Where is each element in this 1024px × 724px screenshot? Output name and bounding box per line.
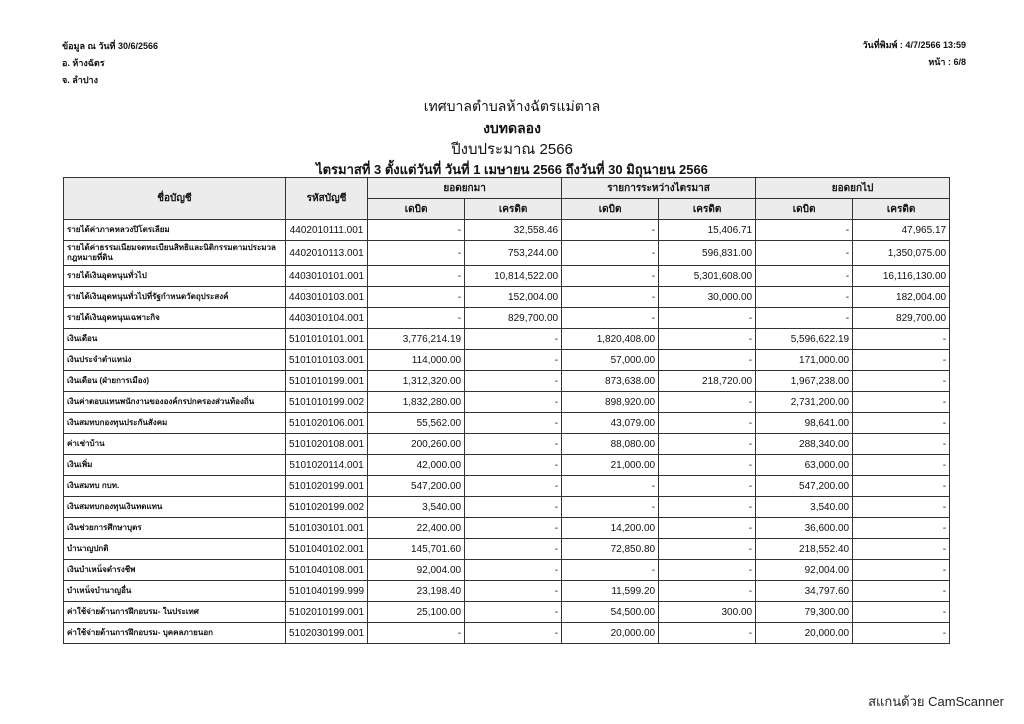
cell-name: เงินประจำตำแหน่ง (64, 350, 286, 371)
cell-name: เงินเดือน (ฝ่ายการเมือง) (64, 371, 286, 392)
cell-q-cr: 218,720.00 (659, 371, 756, 392)
cell-cf-dr: - (756, 266, 853, 287)
cell-cf-cr: - (853, 350, 950, 371)
cell-cf-dr: 20,000.00 (756, 623, 853, 644)
cell-bf-cr: - (465, 602, 562, 623)
table-row (64, 371, 950, 392)
cell-q-dr: 1,820,408.00 (562, 329, 659, 350)
cell-bf-cr: - (465, 476, 562, 497)
cell-bf-cr: - (465, 581, 562, 602)
cell-bf-dr: 1,832,280.00 (368, 392, 465, 413)
cell-q-dr: 72,850.80 (562, 539, 659, 560)
cell-code: 5101010103.001 (286, 350, 368, 371)
cell-name: รายได้เงินอุดหนุนทั่วไปที่รัฐกำหนดวัตถุประสงค์ (64, 287, 286, 308)
cell-cf-dr: - (756, 220, 853, 241)
cell-bf-cr: 32,558.46 (465, 220, 562, 241)
table-row (64, 497, 950, 518)
report-meta-right (863, 37, 967, 71)
cell-q-cr: - (659, 539, 756, 560)
header-brought-forward: ยอดยกมา (368, 178, 562, 199)
report-meta-left (62, 38, 158, 89)
cell-bf-cr: - (465, 329, 562, 350)
header-carried-forward: ยอดยกไป (756, 178, 950, 199)
cell-cf-cr: - (853, 539, 950, 560)
cell-bf-cr: - (465, 413, 562, 434)
cell-bf-dr: 42,000.00 (368, 455, 465, 476)
cell-q-dr: 20,000.00 (562, 623, 659, 644)
cell-name: ค่าใช้จ่ายด้านการฝึกอบรม- ในประเทศ (64, 602, 286, 623)
cell-q-dr: 14,200.00 (562, 518, 659, 539)
cell-code: 5102030199.001 (286, 623, 368, 644)
table-row (64, 581, 950, 602)
cell-q-cr: - (659, 350, 756, 371)
table-row (64, 602, 950, 623)
cell-bf-cr: 152,004.00 (465, 287, 562, 308)
cell-bf-cr: - (465, 371, 562, 392)
cell-q-cr: - (659, 581, 756, 602)
cell-cf-dr: - (756, 287, 853, 308)
table-row (64, 434, 950, 455)
trial-balance-table (63, 177, 950, 644)
cell-bf-cr: - (465, 560, 562, 581)
cell-cf-dr: 98,641.00 (756, 413, 853, 434)
cell-q-cr: - (659, 329, 756, 350)
cell-q-dr: - (562, 241, 659, 266)
table-row (64, 518, 950, 539)
cell-q-dr: - (562, 560, 659, 581)
cell-bf-dr: 23,198.40 (368, 581, 465, 602)
cell-bf-cr: - (465, 518, 562, 539)
cell-q-dr: - (562, 220, 659, 241)
cell-cf-cr: - (853, 602, 950, 623)
cell-cf-dr: 2,731,200.00 (756, 392, 853, 413)
cell-cf-dr: 1,967,238.00 (756, 371, 853, 392)
cell-code: 4403010101.001 (286, 266, 368, 287)
cell-bf-dr: 22,400.00 (368, 518, 465, 539)
cell-cf-dr: 218,552.40 (756, 539, 853, 560)
cell-cf-dr: - (756, 241, 853, 266)
cell-cf-dr: - (756, 308, 853, 329)
cell-name: รายได้ค่าธรรมเนียมจดทะเบียนสิทธิและนิติกรรมตามประมวลกฎหมายที่ดิน (64, 241, 286, 266)
cell-q-dr: 43,079.00 (562, 413, 659, 434)
province: จ. ลำปาง (62, 75, 99, 85)
cell-bf-dr: 92,004.00 (368, 560, 465, 581)
cell-bf-dr: 3,540.00 (368, 497, 465, 518)
cell-name: เงินบำเหน็จดำรงชีพ (64, 560, 286, 581)
cell-cf-dr: 288,340.00 (756, 434, 853, 455)
cell-q-cr: 15,406.71 (659, 220, 756, 241)
table-row (64, 623, 950, 644)
cell-bf-cr: - (465, 350, 562, 371)
table-row (64, 287, 950, 308)
table-row (64, 455, 950, 476)
cell-q-cr: - (659, 560, 756, 581)
report-titles (0, 95, 1024, 179)
cell-code: 4402010113.001 (286, 241, 368, 266)
cell-bf-cr: 753,244.00 (465, 241, 562, 266)
cell-bf-cr: - (465, 434, 562, 455)
page-number: หน้า : 6/8 (928, 57, 966, 67)
cell-q-dr: - (562, 287, 659, 308)
cell-q-dr: 873,638.00 (562, 371, 659, 392)
cell-bf-dr: 25,100.00 (368, 602, 465, 623)
cell-cf-cr: - (853, 434, 950, 455)
cell-cf-cr: 182,004.00 (853, 287, 950, 308)
header-credit: เครดิต (465, 199, 562, 220)
cell-bf-dr: 547,200.00 (368, 476, 465, 497)
cell-bf-dr: 1,312,320.00 (368, 371, 465, 392)
header-credit: เครดิต (853, 199, 950, 220)
cell-cf-cr: 1,350,075.00 (853, 241, 950, 266)
cell-bf-cr: 829,700.00 (465, 308, 562, 329)
cell-name: ค่าเช่าบ้าน (64, 434, 286, 455)
cell-code: 5101020106.001 (286, 413, 368, 434)
district: อ. ห้างฉัตร (62, 58, 105, 68)
cell-bf-cr: - (465, 455, 562, 476)
cell-bf-dr: 3,776,214.19 (368, 329, 465, 350)
cell-code: 5102010199.001 (286, 602, 368, 623)
cell-bf-cr: - (465, 497, 562, 518)
cell-cf-cr: - (853, 518, 950, 539)
cell-bf-dr: 55,562.00 (368, 413, 465, 434)
table-row (64, 220, 950, 241)
fiscal-year: ปีงบประมาณ 2566 (451, 141, 573, 158)
cell-code: 5101010199.002 (286, 392, 368, 413)
cell-name: เงินสมทบกองทุนเงินทดแทน (64, 497, 286, 518)
cell-q-dr: 88,080.00 (562, 434, 659, 455)
cell-name: เงินช่วยการศึกษาบุตร (64, 518, 286, 539)
cell-q-cr: - (659, 455, 756, 476)
cell-code: 5101030101.001 (286, 518, 368, 539)
cell-bf-dr: - (368, 308, 465, 329)
cell-cf-cr: - (853, 413, 950, 434)
cell-cf-cr: - (853, 455, 950, 476)
cell-bf-dr: - (368, 220, 465, 241)
cell-name: รายได้ค่าภาคหลวงปิโตรเลียม (64, 220, 286, 241)
cell-q-cr: 596,831.00 (659, 241, 756, 266)
cell-code: 5101040108.001 (286, 560, 368, 581)
cell-code: 4403010103.001 (286, 287, 368, 308)
report-title: งบทดลอง (483, 120, 541, 136)
cell-cf-dr: 36,600.00 (756, 518, 853, 539)
cell-code: 5101020199.001 (286, 476, 368, 497)
table-row (64, 266, 950, 287)
table-row (64, 241, 950, 266)
header-debit: เดบิต (756, 199, 853, 220)
cell-cf-cr: - (853, 371, 950, 392)
cell-cf-cr: - (853, 497, 950, 518)
cell-bf-cr: - (465, 623, 562, 644)
header-debit: เดบิต (368, 199, 465, 220)
cell-name: บำนาญปกติ (64, 539, 286, 560)
cell-code: 4403010104.001 (286, 308, 368, 329)
cell-q-cr: - (659, 392, 756, 413)
cell-q-dr: - (562, 476, 659, 497)
table-row (64, 308, 950, 329)
cell-cf-dr: 3,540.00 (756, 497, 853, 518)
cell-name: เงินค่าตอบแทนพนักงานขององค์กรปกครองส่วนท้องถิ่น (64, 392, 286, 413)
cell-q-cr: - (659, 434, 756, 455)
header-during-quarter: รายการระหว่างไตรมาส (562, 178, 756, 199)
cell-code: 5101040102.001 (286, 539, 368, 560)
cell-bf-dr: - (368, 623, 465, 644)
cell-cf-cr: - (853, 476, 950, 497)
cell-q-cr: - (659, 518, 756, 539)
cell-bf-dr: - (368, 241, 465, 266)
cell-cf-dr: 79,300.00 (756, 602, 853, 623)
table-row (64, 350, 950, 371)
cell-q-cr: - (659, 308, 756, 329)
cell-bf-dr: - (368, 266, 465, 287)
period: ไตรมาสที่ 3 ตั้งแต่วันที่ วันที่ 1 เมษายน 2566 ถึงวันที่ 30 มิถุนายน 2566 (316, 162, 708, 177)
cell-cf-dr: 547,200.00 (756, 476, 853, 497)
cell-bf-dr: 114,000.00 (368, 350, 465, 371)
cell-name: รายได้เงินอุดหนุนเฉพาะกิจ (64, 308, 286, 329)
cell-q-dr: 898,920.00 (562, 392, 659, 413)
data-date: ข้อมูล ณ วันที่ 30/6/2566 (62, 41, 159, 51)
cell-cf-cr: 829,700.00 (853, 308, 950, 329)
cell-q-cr: 30,000.00 (659, 287, 756, 308)
cell-cf-cr: 47,965.17 (853, 220, 950, 241)
cell-code: 5101040199.999 (286, 581, 368, 602)
cell-name: รายได้เงินอุดหนุนทั่วไป (64, 266, 286, 287)
cell-cf-dr: 34,797.60 (756, 581, 853, 602)
cell-bf-cr: - (465, 392, 562, 413)
header-credit: เครดิต (659, 199, 756, 220)
cell-bf-cr: - (465, 539, 562, 560)
cell-code: 5101010101.001 (286, 329, 368, 350)
cell-q-dr: - (562, 497, 659, 518)
camscanner-watermark: สแกนด้วย CamScanner (868, 694, 1004, 709)
cell-q-dr: 21,000.00 (562, 455, 659, 476)
cell-name: เงินเดือน (64, 329, 286, 350)
cell-code: 5101010199.001 (286, 371, 368, 392)
cell-cf-dr: 171,000.00 (756, 350, 853, 371)
table-row (64, 413, 950, 434)
cell-q-dr: 57,000.00 (562, 350, 659, 371)
cell-name: เงินเพิ่ม (64, 455, 286, 476)
cell-q-dr: - (562, 266, 659, 287)
cell-q-dr: 54,500.00 (562, 602, 659, 623)
cell-cf-dr: 63,000.00 (756, 455, 853, 476)
table-row (64, 476, 950, 497)
cell-cf-cr: - (853, 329, 950, 350)
cell-q-cr: 300.00 (659, 602, 756, 623)
cell-cf-cr: - (853, 623, 950, 644)
cell-cf-cr: - (853, 560, 950, 581)
cell-name: ค่าใช้จ่ายด้านการฝึกอบรม- บุคคลภายนอก (64, 623, 286, 644)
table-row (64, 539, 950, 560)
header-account-code: รหัสบัญชี (286, 178, 368, 220)
cell-q-cr: - (659, 476, 756, 497)
cell-cf-cr: 16,116,130.00 (853, 266, 950, 287)
cell-code: 5101020199.002 (286, 497, 368, 518)
cell-bf-cr: 10,814,522.00 (465, 266, 562, 287)
cell-bf-dr: - (368, 287, 465, 308)
cell-name: บำเหน็จบำนาญอื่น (64, 581, 286, 602)
cell-q-dr: 11,599.20 (562, 581, 659, 602)
cell-q-cr: - (659, 497, 756, 518)
cell-cf-cr: - (853, 392, 950, 413)
table-row (64, 329, 950, 350)
print-date: วันที่พิมพ์ : 4/7/2566 13:59 (862, 40, 966, 50)
header-account-name: ชื่อบัญชี (64, 178, 286, 220)
cell-code: 5101020108.001 (286, 434, 368, 455)
cell-cf-dr: 5,596,622.19 (756, 329, 853, 350)
org-title: เทศบาลตำบลห้างฉัตรแม่ตาล (423, 98, 601, 114)
header-debit: เดบิต (562, 199, 659, 220)
cell-bf-dr: 200,260.00 (368, 434, 465, 455)
cell-q-cr: - (659, 623, 756, 644)
cell-name: เงินสมทบ กบท. (64, 476, 286, 497)
cell-q-cr: 5,301,608.00 (659, 266, 756, 287)
cell-code: 5101020114.001 (286, 455, 368, 476)
cell-q-cr: - (659, 413, 756, 434)
cell-name: เงินสมทบกองทุนประกันสังคม (64, 413, 286, 434)
cell-q-dr: - (562, 308, 659, 329)
cell-cf-cr: - (853, 581, 950, 602)
table-row (64, 560, 950, 581)
cell-cf-dr: 92,004.00 (756, 560, 853, 581)
cell-bf-dr: 145,701.60 (368, 539, 465, 560)
cell-code: 4402010111.001 (286, 220, 368, 241)
table-row (64, 392, 950, 413)
